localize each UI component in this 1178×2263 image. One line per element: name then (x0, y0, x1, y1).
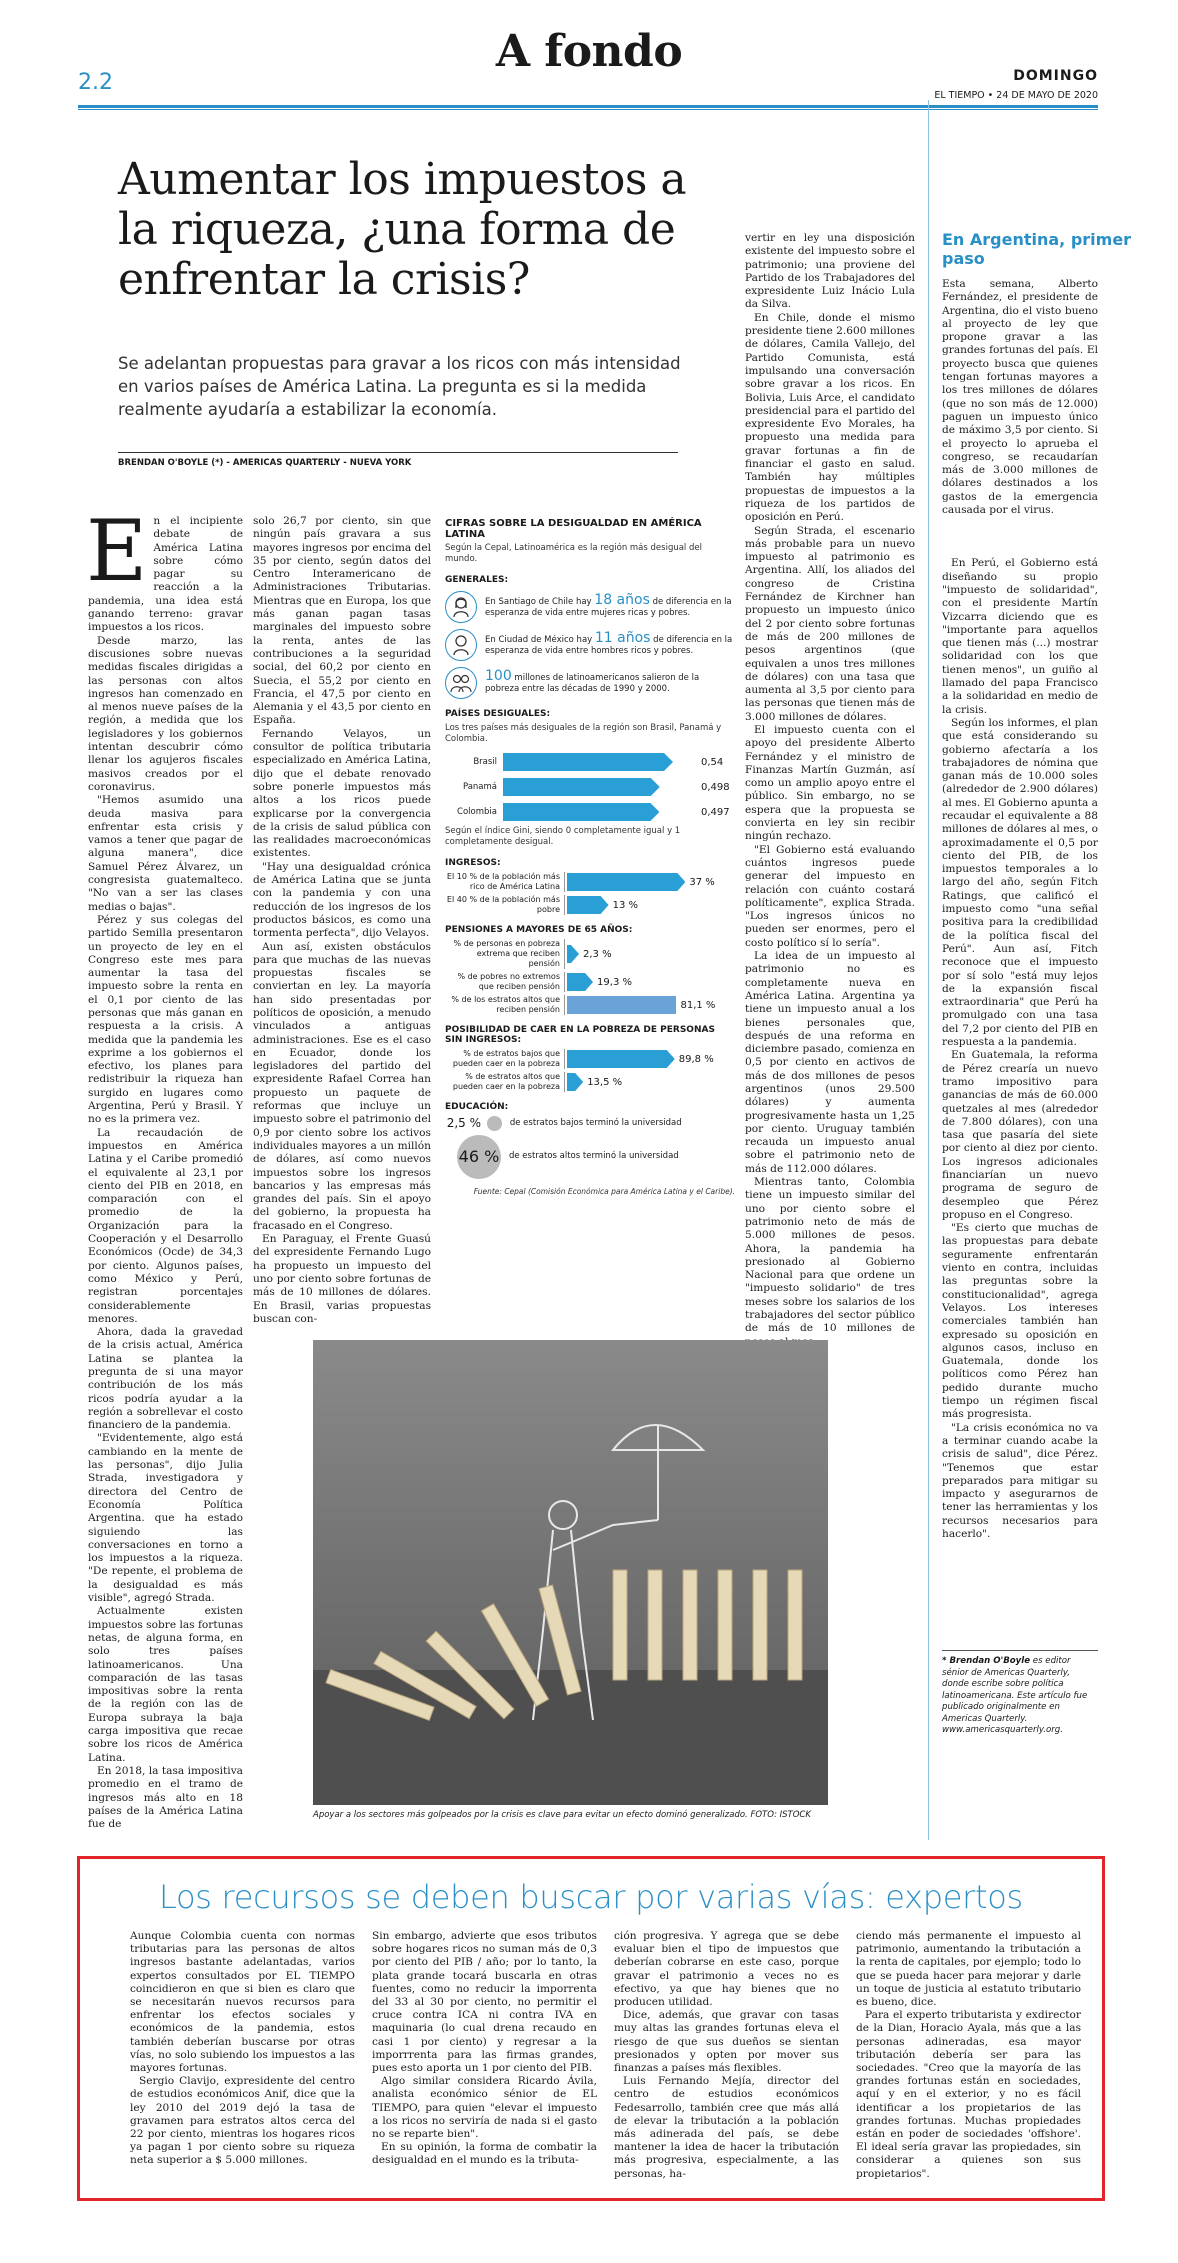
pair-row (445, 872, 735, 892)
paragraph: "Hay una desigualdad crónica de América Latina que se junta con la pandemia y con una reducción de los ingresos de los productos básicos, es como una tormenta perfecta", dijo Velayos. (253, 860, 431, 940)
pair-bar (567, 873, 685, 891)
pair-row (445, 939, 735, 969)
edu-label: de estratos bajos terminó la universidad (509, 1117, 682, 1128)
domino-photo (313, 1340, 828, 1805)
bar-label: Brasil (473, 757, 497, 767)
sidebar-rule (928, 100, 929, 1840)
stat-row: En Santiago de Chile hay 18 años de diferencia en la esperanza de vida entre mujeres ricas y pobres. (445, 591, 735, 623)
infographic-source: Fuente: Cepal (Comisión Económica para América Latina y el Caribe). (473, 1186, 735, 1196)
drop-cap: E (86, 502, 148, 600)
box-column-3 (614, 1930, 839, 2181)
educacion-label: EDUCACIÓN: (445, 1102, 509, 1112)
paragraph: vertir en ley una disposición existente del impuesto sobre el patrimonio; una proviene del Partido de los Trabajadores del expresidente Luiz Inácio Lula da Silva. (745, 232, 915, 311)
gini-bar (503, 778, 660, 796)
paragraph: ciendo más permanente el impuesto al patrimonio, aumentando la tributación a la renta de capitales, por ejemplo; todo lo que se pueda hacer para mejorar y darle un toque de justicia al estatuto tributario es bueno, dice. (856, 1930, 1081, 2009)
pair-label: El 10 % de la población más rico de América Latina (445, 872, 565, 892)
ingresos-label: INGRESOS: (445, 858, 501, 868)
pair-row (445, 1049, 735, 1069)
pair-label: % de pobres no extremos que reciben pensión (445, 972, 565, 992)
headline: Aumentar los impuestos a la riqueza, ¿una forma de enfrentar la crisis? (118, 154, 687, 305)
paragraph: "Hemos asumido una deuda masiva para enfrentar esta crisis y vamos a tener que pagar de alguna manera", dice Samuel Pérez Álvarez, un congresista guatemalteco. "No van a ser las clases medias o bajas". (88, 794, 243, 913)
pair-value: 81,1 % (680, 999, 716, 1011)
paragraph: Luis Fernando Mejía, director del centro de estudios económicos Fedesarrollo, también cree que más allá de elevar la tributación a la población más adinerada del país, se debe mantener la idea de hacer la tributación más progresiva, especialmente, a las personas, ha- (614, 2075, 839, 2180)
man-icon (445, 629, 477, 661)
edu-value: 2,5 % (446, 1116, 481, 1131)
edu-row (445, 1116, 735, 1131)
bar-label: Colombia (457, 807, 497, 817)
sidebar-title: En Argentina, primer paso (942, 230, 1132, 268)
pair-bar (567, 996, 676, 1014)
experts-box-title: Los recursos se deben buscar por varias vías: expertos (159, 1878, 1023, 1916)
bar-label: Panamá (462, 782, 497, 792)
pobreza-label: POSIBILIDAD DE CAER EN LA POBREZA DE PERSONAS SIN INGRESOS: (445, 1025, 715, 1045)
paragraph: Pérez y sus colegas del partido Semilla presentaron un proyecto de ley en el Congreso este mes para aumentar la tasa del impuesto sobre la renta en el 0,1 por ciento de las personas que más ganan en respuesta a la crisis. A medida que la pandemia les exprime a los gobiernos el efectivo, los planes para redistribuir la riqueza han surgido en lugares como Argentina, Perú y Brasil. Y no es la primera vez. (88, 913, 243, 1126)
pair-bar (567, 1073, 583, 1091)
paragraph: En Guatemala, la reforma de Pérez crearía un nuevo tramo impositivo para ganancias de más de 60.000 quetzales al mes (alrededor de 7.800 dólares), con una tasa que pasaría del siete por ciento al diez por ciento. Los ingresos adicionales financiarían un nuevo programa de seguro de desempleo que Pérez propuso en el Congreso. (942, 1049, 1098, 1221)
edu-label: de estratos altos terminó la universidad (508, 1151, 679, 1162)
stat-row: 100 millones de latinoamericanos salieron de la pobreza entre las décadas de 1990 y 2000. (445, 667, 735, 699)
header-rule-thin (78, 109, 1098, 110)
pensiones-label: PENSIONES A MAYORES DE 65 AÑOS: (445, 925, 633, 935)
gini-bar (503, 753, 673, 771)
paragraph: Según Strada, el escenario más probable para un nuevo impuesto al patrimonio es Argentina. Allí, los aliados del congreso de Cristina Fernández de Kirchner han propuesto un impuesto único del 2 por ciento sobre fortunas de más de 200 millones de pesos argentinos (que equivalen a unos tres millones de dólares) con una tasa que aumenta al 3,5 por ciento para las personas que tienen más de 3.000 millones de dólares. (745, 524, 915, 723)
gini-bar-row (445, 776, 735, 798)
header-rule (78, 105, 1098, 108)
pair-row (445, 972, 735, 992)
pair-value: 89,8 % (678, 1053, 714, 1065)
paragraph: En Chile, donde el mismo presidente tiene 2.600 millones de dólares, Camila Vallejo, del Partido Comunista, está impulsando una conversación sobre gravar a los ricos. En Bolivia, Luis Arce, el candidato presidencial para el partido del expresidente Evo Morales, ha propuesto una medida para gravar fortunas a fin de financiar el gasto en salud. También hay múltiples propuestas de impuestos a la riqueza de los partidos de oposición en Perú. (745, 311, 915, 524)
paragraph: n el incipiente debate de América Latina sobre cómo pagar su reacción a la pandemia, una idea está ganando terreno: gravar impuestos a los ricos. (88, 515, 243, 634)
paragraph: Fernando Velayos, un consultor de política tributaria especializado en América Latina, dijo que el debate renovado sobre ponerle impuestos más altos a los ricos puede explicarse por la convergencia de la crisis de salud pública con las realidades macroeconómicas existentes. (253, 727, 431, 860)
paragraph: Aun así, existen obstáculos para que muchas de las nuevas propuestas fiscales se conviertan en ley. La mayoría han sido presentadas por políticos de oposición, a menudo vinculados a antiguas administraciones. Ese es el caso en Ecuador, donde los legisladores del partido del expresidente Rafael Correa han propuesto un paquete de reformas que incluye un impuesto sobre el patrimonio del 0,9 por ciento sobre los activos individuales mayores a un millón de dólares, así como nuevos impuestos sobre los ingresos bancarios y las empresas más grandes del país. Sin el apoyo del gobierno, la propuesta ha fracasado en el Congreso. (253, 940, 431, 1232)
paragraph: En Paraguay, el Frente Guasú del expresidente Fernando Lugo ha propuesto un impuesto del uno por ciento sobre fortunas de más de 10 millones de dólares. En Brasil, varias propuestas buscan con- (253, 1233, 431, 1325)
pair-label: % de estratos bajos que pueden caer en la pobreza (445, 1049, 565, 1069)
bio-rule (942, 1650, 1098, 1651)
day-label: DOMINGO (1013, 68, 1098, 84)
gini-note: Según el índice Gini, siendo 0 completamente igual y 1 completamente desigual. (445, 826, 681, 847)
paragraph: "Es cierto que muchas de las propuestas para debate seguramente enfrentarán viento en contra, incluidas las preguntas sobre la constitucionalidad", agrega Velayos. Los intereses comerciales también han expresado su oposición en algunos casos, incluso en Guatemala, donde los políticos como Pérez han pedido durante mucho tiempo un régimen fiscal más progresista. (942, 1222, 1098, 1421)
paragraph: La idea de un impuesto al patrimonio no es completamente nueva en América Latina. Argentina ya tiene un impuesto anual a los bienes personales que, después de una reforma en diciembre pasado, comienza en 0,5 por ciento en activos de más de dos millones de pesos argentinos (unos 29.500 dólares) y aumenta progresivamente hasta un 1,25 por ciento. Uruguay también recauda un impuesto anual sobre el patrimonio neto de más de 112.000 dólares. (745, 950, 915, 1175)
article-column-2 (253, 515, 431, 1326)
pair-row (445, 895, 735, 915)
dateline: EL TIEMPO • 24 DE MAYO DE 2020 (934, 90, 1098, 101)
pair-bar (567, 945, 579, 963)
pair-value: 13,5 % (587, 1076, 623, 1088)
people-icon (445, 667, 477, 699)
pobreza-chart (445, 1049, 735, 1092)
bar-track (503, 753, 695, 771)
pair-label: % de estratos altos que pueden caer en la pobreza (445, 1072, 565, 1092)
pair-bar (567, 896, 609, 914)
paragraph: Mientras tanto, Colombia tiene un impuesto similar del uno por ciento sobre el patrimonio neto de más de 5.000 millones de pesos. Ahora, la pandemia ha presionado al Gobierno Nacional para que ordene un "impuesto solidario" de tres meses sobre los salarios de los trabajadores del sector público de más de 10 millones de (745, 1176, 915, 1335)
paragraph: solo 26,7 por ciento, sin que ningún país gravara a sus mayores ingresos por encima del 35 por ciento, según datos del Centro Interamericano de Administraciones Tributarias. Mientras que en Europa, los que más ganan pagan tasas marginales del impuesto sobre la renta, antes de las contribuciones a la seguridad social, del 60,2 por ciento en Suecia, el 55,2 por ciento en Francia, el 47,5 por ciento en Alemania y el 43,5 por ciento en España. (253, 515, 431, 727)
author-bio: * Brendan O'Boyle es editor sénior de Americas Quarterly, donde escribe sobre política latinoamericana. Este artículo fue publicado originalmente en Americas Quarterly. www.americasquarterly.org. (942, 1656, 1088, 1735)
box-column-1 (130, 1930, 355, 2168)
edu-circle (487, 1116, 502, 1131)
paragraph: Esta semana, Alberto Fernández, el presidente de Argentina, dio el visto bueno al proyecto de ley que propone gravar a las grandes fortunas del país. El proyecto busca que quienes tengan fortunas mayores a los tres millones de dólares (que no son más de 12.000) paguen un impuesto único de máximo 3,5 por ciento. Si el proyecto lo aprueba el congreso, se recaudarían más de 3.000 millones de dólares destinados a los gastos de la emergencia causada por el virus. (942, 278, 1098, 517)
paragraph: Desde marzo, las discusiones sobre nuevas medidas fiscales dirigidas a las personas con altos ingresos han comenzado en al menos nueve países de la región, a medida que los legisladores y los gobiernos intentan descubrir cómo llenar los agujeros fiscales masivos creados por el coronavirus. (88, 634, 243, 793)
gini-chart (445, 751, 735, 823)
sidebar-column (942, 278, 1098, 1541)
pair-row (445, 995, 735, 1015)
bar-track (503, 778, 695, 796)
paragraph: ción progresiva. Y agrega que se debe evaluar bien el tipo de impuestos que deberían cobrarse en este caso, porque gravar el patrimonio a veces no es efectivo, ya que hay bienes que no producen utilidad. (614, 1930, 839, 2009)
paragraph: "Evidentemente, algo está cambiando en la mente de las personas", dijo Julia Strada, investigadora y directora del Centro de Economía Política Argentina. que ha estado siguiendo las conversaciones en torno a los impuestos a la riqueza. "De repente, el problema de la desigualdad es más visible", agregó Strada. (88, 1432, 243, 1605)
gini-subtitle: Los tres países más desiguales de la región son Brasil, Panamá y Colombia. (445, 723, 722, 744)
paragraph: Para el experto tributarista y exdirector de la Dian, Horacio Ayala, más que a las personas adineradas, esa mayor tributación debería ser para las sociedades. "Creo que la mayoría de las grandes fortunas están en sociedades, aquí y en el exterior, y no es fácil identificar a los propietarios de las grandes fortunas. Muchas propiedades están en poder de sociedades 'offshore'. El ideal sería gravar las propiedades, sin considerar a quienes son sus propietarios". (856, 2009, 1081, 2180)
bar-value: 0,498 (701, 781, 730, 793)
infographic-title: CIFRAS SOBRE LA DESIGUALDAD EN AMÉRICA LATINA (445, 518, 702, 540)
paragraph: En 2018, la tasa impositiva promedio en el tramo de ingresos más alto en 18 países de la América Latina fue de (88, 1764, 243, 1831)
photo-caption: Apoyar a los sectores más golpeados por la crisis es clave para evitar un efecto dominó generalizado. FOTO: ISTOCK (313, 1810, 811, 1820)
byline: BRENDAN O'BOYLE (*) - AMERICAS QUARTERLY - NUEVA YORK (118, 458, 412, 468)
paragraph: "El Gobierno está evaluando cuántos ingresos puede generar del impuesto en relación con cuánto costará políticamente", explica Strada. "Los ingresos únicos no pueden ser enormes, pero el costo político sí lo sería". (745, 843, 915, 949)
section-title: A fondo (495, 26, 683, 77)
paragraph: En su opinión, la forma de combatir la desigualdad en el mundo es la tributa- (372, 2141, 597, 2167)
bar-track (503, 803, 695, 821)
article-column-3 (745, 232, 915, 1349)
page-number: 2.2 (78, 70, 113, 95)
gini-bar (503, 803, 659, 821)
paragraph: Sin embargo, advierte que esos tributos sobre hogares ricos no suman más de 0,3 por ciento del PIB / año; por lo tanto, la plata grande tocará buscarla en otras fuentes, como no reducir la imporrenta del 33 al 30 por ciento, no permitir el cruce contra ICA ni contra IVA en maquinaria (lo cual drena recaudo en casi 1 por ciento) y regresar a la imporrrenta para las firmas grandes, pues esto aporta un 1 por ciento del PIB. (372, 1930, 597, 2075)
deck: Se adelantan propuestas para gravar a los ricos con más intensidad en varios países de América Latina. La pregunta es si la medida realmente ayudaría a estabilizar la economía. (118, 354, 681, 419)
pensiones-chart (445, 939, 735, 1015)
pair-value: 13 % (612, 899, 638, 911)
box-column-4 (856, 1930, 1081, 2181)
paragraph: La recaudación de impuestos en América Latina y el Caribe promedió el equivalente al 23,1 por ciento del PIB en 2018, en comparación con el promedio de la Organización para la Cooperación y el Desarrollo Económicos (Ocde) de 34,3 por ciento. Algunos países, como México y Perú, registran porcentajes considerablemente menores. (88, 1126, 243, 1325)
pair-label: El 40 % de la población más pobre (445, 895, 565, 915)
gini-bar-row (445, 751, 735, 773)
paragraph: Dice, además, que gravar con tasas muy altas las grandes fortunas eleva el riesgo de que sus dueños se sientan presionados y opten por mover sus finanzas a países más flexibles. (614, 2009, 839, 2075)
paragraph: En Perú, el Gobierno está diseñando su propio "impuesto de solidaridad", con el presidente Martín Vizcarra diciendo que es "importante para aquellos que tienen más (...) mostrar solidaridad con los que tienen menos", un guiño al llamado del papa Francisco a la solidaridad en medio de la crisis. (942, 557, 1098, 716)
educacion-chart (445, 1116, 735, 1179)
pair-value: 37 % (689, 876, 715, 888)
pair-value: 2,3 % (583, 948, 612, 960)
paragraph: Ahora, dada la gravedad de la crisis actual, América Latina se plantea la pregunta de si una mayor contribución de los más ricos podría ayudar a la región a sobrellevar el costo financiero de la pandemia. (88, 1326, 243, 1432)
edu-row (445, 1135, 735, 1179)
byline-rule (118, 452, 678, 453)
pair-label: % de los estratos altos que reciben pensión (445, 995, 565, 1015)
stat-row: En Ciudad de México hay 11 años de diferencia en la esperanza de vida entre hombres ricos y pobres. (445, 629, 735, 661)
gini-bar-row (445, 801, 735, 823)
article-column-1 (86, 502, 244, 1831)
gini-label: PAÍSES DESIGUALES: (445, 709, 551, 719)
pair-bar (567, 1050, 675, 1068)
woman-icon (445, 591, 477, 623)
ingresos-chart (445, 872, 735, 915)
pair-label: % de personas en pobreza extrema que reciben pensión (445, 939, 565, 969)
paragraph: Según los informes, el plan que está considerando su gobierno afectaría a los trabajadores de nómina que ganan más de 10.000 soles (alrededor de 2.900 dólares) al mes. El Gobierno apunta a recaudar el equivalente a 88 millones de dólares al mes, o aproximadamente el 0,5 por ciento del PIB, de los impuestos temporales a lo largo del año, según Fitch Ratings, que calificó el impuesto como "una señal positiva para la credibilidad de la política fiscal del Perú". Aun así, Fitch reconoce que el impuesto por sí solo "está muy lejos de la expansión fiscal extraordinaria" que Perú ha promulgado con una tasa del 7,2 por ciento del PIB en respuesta a la pandemia. (942, 716, 1098, 1049)
bar-value: 0,54 (701, 756, 724, 768)
paragraph: "La crisis económica no va a terminar cuando acabe la crisis de salud", dice Pérez. "Tenemos que estar preparados para mitigar su impacto y asegurarnos de tener las herramientas y los recursos necesarios para hacerlo". (942, 1421, 1098, 1541)
paragraph: Algo similar considera Ricardo Ávila, analista económico sénior de EL TIEMPO, para quien "elevar el impuesto a los ricos no serviría de nada si el gasto no se reparte bien". (372, 2075, 597, 2141)
paragraph: Actualmente existen impuestos sobre las fortunas netas, de alguna forma, en solo tres países latinoamericanos. Una comparación de las tasas impositivas sobre la renta de la región con las de Europa subraya la baja carga impositiva que recae sobre los ricos de América Latina. (88, 1605, 244, 1764)
pair-bar (567, 973, 593, 991)
edu-circle: 46 % (457, 1135, 501, 1179)
generales-label: GENERALES: (445, 575, 509, 585)
paragraph: Sergio Clavijo, expresidente del centro de estudios económicos Anif, dice que la ley 2010 del 2019 dejó la tasa de gravamen para estratos altos cerca del 22 por ciento, mientras los hogares ricos ya pagan 1 por ciento sobre su riqueza neta superior a $ 5.000 millones. (130, 2075, 355, 2167)
pair-value: 19,3 % (597, 976, 632, 988)
box-column-2 (372, 1930, 597, 2168)
pair-row (445, 1072, 735, 1092)
paragraph: Aunque Colombia cuenta con normas tributarias para las personas de altos ingresos bastante adelantadas, varios expertos consultados por EL TIEMPO coincidieron en que si bien es claro que se necesitarán nuevos recursos para enfrentar los efectos sociales y económicos de la pandemia, estos también deberían buscarse por otras vías, no solo subiendo los impuestos a las mayores fortunas. (130, 1930, 355, 2075)
inequality-infographic (445, 518, 735, 1196)
paragraph: El impuesto cuenta con el apoyo del presidente Alberto Fernández y el ministro de Finanzas Martín Guzmán, así como un amplio apoyo entre el público. Sin embargo, no se espera que la propuesta se convierta en ley sin recibir ningún rechazo. (745, 723, 915, 843)
bar-value: 0,497 (701, 806, 730, 818)
infographic-subtitle: Según la Cepal, Latinoamérica es la región más desigual del mundo. (445, 543, 702, 564)
